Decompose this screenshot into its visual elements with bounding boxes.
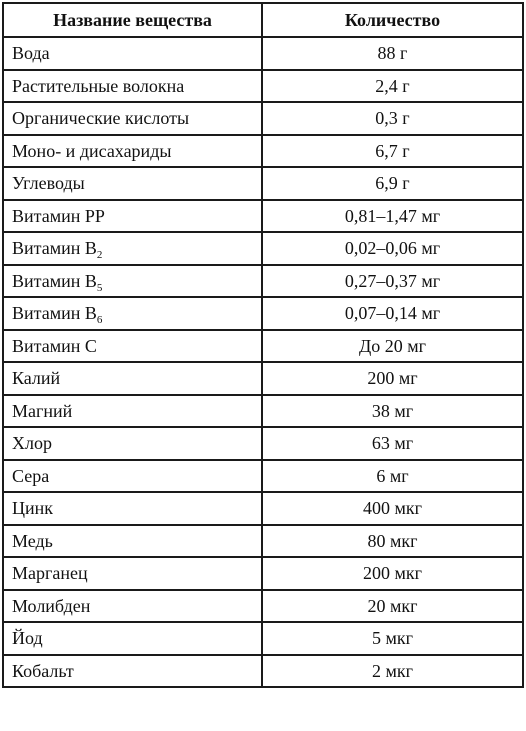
substance-name-cell: [3, 330, 262, 363]
quantity-cell: 200 мг: [262, 362, 523, 395]
substance-name-cell: [3, 395, 262, 428]
substance-name: Витамин B: [12, 238, 97, 259]
nutrient-table: [2, 2, 524, 688]
substance-name-cell: [3, 655, 262, 688]
quantity-cell: 2,4 г: [262, 70, 523, 103]
table-row: [3, 297, 523, 330]
quantity-cell: 0,07–0,14 мг: [262, 297, 523, 330]
substance-name: Органические кислоты: [12, 108, 190, 129]
substance-name-cell: [3, 427, 262, 460]
substance-name-cell: [3, 232, 262, 265]
quantity-cell: До 20 мг: [262, 330, 523, 363]
quantity-cell: 63 мг: [262, 427, 523, 460]
table-row: [3, 362, 523, 395]
substance-name: Сера: [12, 465, 50, 486]
substance-name: Цинк: [12, 498, 54, 519]
substance-name-cell: [3, 492, 262, 525]
vitamin-subscript: 6: [96, 314, 103, 327]
substance-name-cell: [3, 70, 262, 103]
substance-name-cell: [3, 362, 262, 395]
substance-name: Растительные волокна: [12, 75, 185, 96]
substance-name: Вода: [12, 43, 50, 64]
quantity-cell: 400 мкг: [262, 492, 523, 525]
table-row: [3, 427, 523, 460]
substance-name-cell: [3, 200, 262, 233]
substance-name: Медь: [12, 530, 53, 551]
table-body: [3, 37, 523, 687]
substance-name: Калий: [12, 368, 61, 389]
substance-name-cell: [3, 590, 262, 623]
table-row: [3, 265, 523, 298]
vitamin-subscript: 2: [96, 249, 103, 262]
quantity-cell: 0,27–0,37 мг: [262, 265, 523, 298]
substance-name: Хлор: [12, 433, 52, 454]
substance-name-cell: [3, 102, 262, 135]
quantity-cell: 38 мг: [262, 395, 523, 428]
table-row: [3, 460, 523, 493]
quantity-cell: 5 мкг: [262, 622, 523, 655]
substance-name: Марганец: [12, 563, 88, 584]
table-row: [3, 622, 523, 655]
header-quantity: Количество: [262, 3, 523, 37]
substance-name-cell: [3, 297, 262, 330]
substance-name: Витамин B: [12, 270, 97, 291]
table-row: [3, 557, 523, 590]
table-row: [3, 330, 523, 363]
substance-name-cell: [3, 135, 262, 168]
substance-name-cell: [3, 167, 262, 200]
quantity-cell: 88 г: [262, 37, 523, 70]
table-row: [3, 37, 523, 70]
table-row: [3, 200, 523, 233]
substance-name: Витамин B: [12, 303, 97, 324]
quantity-cell: 0,02–0,06 мг: [262, 232, 523, 265]
table-row: [3, 232, 523, 265]
quantity-cell: 200 мкг: [262, 557, 523, 590]
table-row: [3, 492, 523, 525]
quantity-cell: 6,7 г: [262, 135, 523, 168]
table-row: [3, 590, 523, 623]
quantity-cell: 0,81–1,47 мг: [262, 200, 523, 233]
substance-name: Молибден: [12, 595, 91, 616]
header-row: [3, 3, 523, 37]
quantity-cell: 6,9 г: [262, 167, 523, 200]
substance-name-cell: [3, 622, 262, 655]
substance-name: Моно- и дисахариды: [12, 140, 172, 161]
substance-name: Углеводы: [12, 173, 85, 194]
header-name: Название вещества: [3, 3, 262, 37]
substance-name: Магний: [12, 400, 73, 421]
quantity-cell: 80 мкг: [262, 525, 523, 558]
table-row: [3, 167, 523, 200]
substance-name: Кобальт: [12, 660, 74, 681]
substance-name-cell: [3, 557, 262, 590]
substance-name-cell: [3, 460, 262, 493]
substance-name: Витамин PP: [12, 205, 105, 226]
substance-name: Йод: [12, 628, 43, 649]
substance-name-cell: [3, 265, 262, 298]
table-row: [3, 70, 523, 103]
table-row: [3, 102, 523, 135]
table-row: [3, 395, 523, 428]
table-row: [3, 525, 523, 558]
vitamin-subscript: 5: [96, 281, 103, 294]
quantity-cell: 20 мкг: [262, 590, 523, 623]
quantity-cell: 2 мкг: [262, 655, 523, 688]
table-row: [3, 655, 523, 688]
table-row: [3, 135, 523, 168]
substance-name-cell: [3, 37, 262, 70]
quantity-cell: 0,3 г: [262, 102, 523, 135]
substance-name: Витамин C: [12, 335, 97, 356]
substance-name-cell: [3, 525, 262, 558]
table-header: [3, 3, 523, 37]
quantity-cell: 6 мг: [262, 460, 523, 493]
